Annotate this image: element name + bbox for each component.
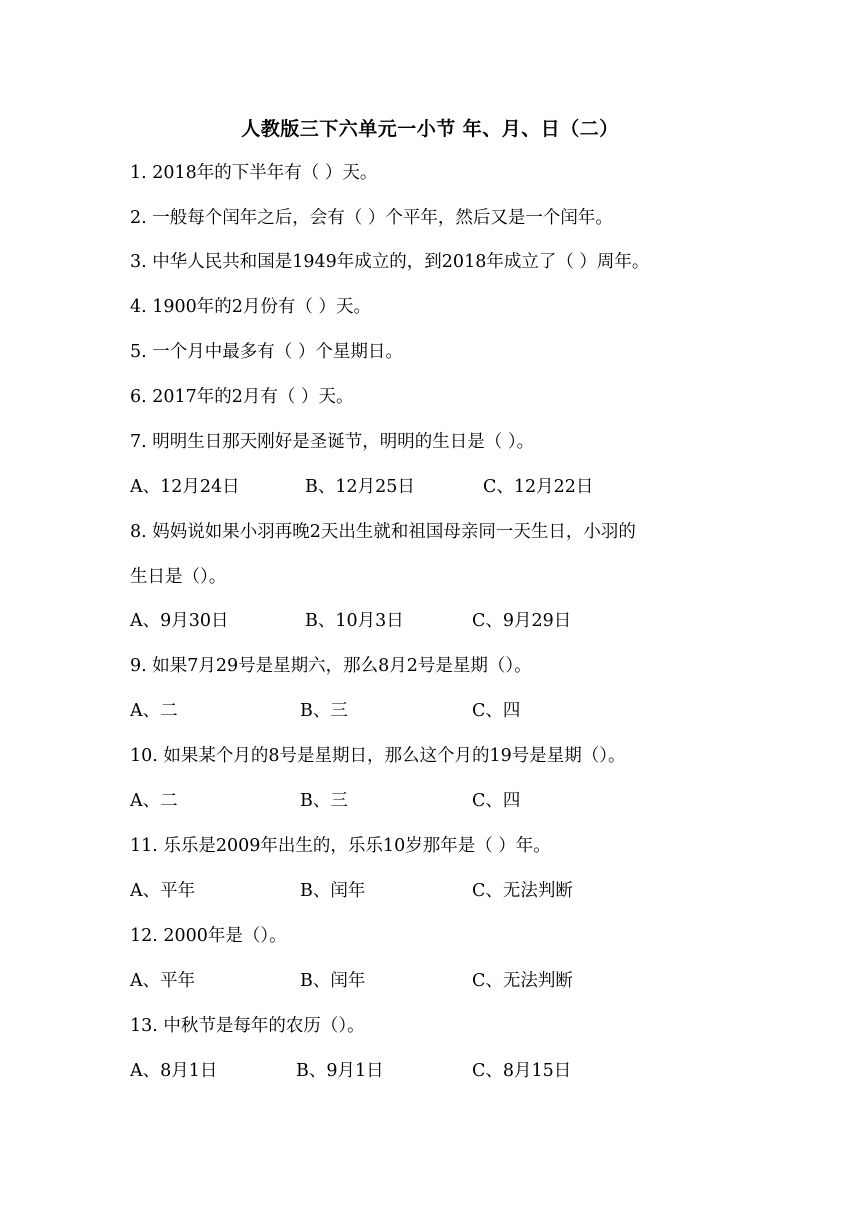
question-9: 9. 如果7月29号是星期六，那么8月2号是星期（）。	[130, 656, 532, 676]
question-11-option-c: C、无法判断	[472, 881, 573, 901]
question-13: 13. 中秋节是每年的农历（）。	[130, 1016, 365, 1036]
question-6: 6. 2017年的2月有（ ）天。	[130, 387, 354, 407]
question-11-option-b: B、闰年	[300, 881, 366, 901]
question-13-option-c: C、8月15日	[472, 1061, 572, 1081]
question-1: 1. 2018年的下半年有（ ）天。	[130, 163, 378, 183]
question-9-option-c: C、四	[472, 701, 521, 721]
question-12-option-b: B、闰年	[300, 971, 366, 991]
question-7-option-c: C、12月22日	[483, 477, 594, 497]
question-8-continued: 生日是（）。	[130, 567, 227, 587]
question-12-option-a: A、平年	[130, 971, 196, 991]
question-10-option-a: A、二	[130, 791, 178, 811]
question-12: 12. 2000年是（）。	[130, 926, 287, 946]
page-title: 人教版三下六单元一小节 年、月、日（二）	[241, 118, 619, 140]
question-2: 2. 一般每个闰年之后，会有（ ）个平年，然后又是一个闰年。	[130, 208, 613, 228]
question-9-option-b: B、三	[300, 701, 348, 721]
question-10: 10. 如果某个月的8号是星期日，那么这个月的19号是星期（）。	[130, 746, 626, 766]
question-9-option-a: A、二	[130, 701, 178, 721]
question-8-option-a: A、9月30日	[130, 611, 229, 631]
question-7-option-b: B、12月25日	[305, 477, 415, 497]
question-8: 8. 妈妈说如果小羽再晚2天出生就和祖国母亲同一天生日，小羽的	[130, 522, 636, 542]
question-13-option-b: B、9月1日	[296, 1061, 384, 1081]
question-3: 3. 中华人民共和国是1949年成立的，到2018年成立了（ ）周年。	[130, 252, 650, 272]
question-5: 5. 一个月中最多有（ ）个星期日。	[130, 342, 403, 362]
question-12-option-c: C、无法判断	[472, 971, 573, 991]
question-10-option-b: B、三	[300, 791, 348, 811]
question-11-option-a: A、平年	[130, 881, 196, 901]
question-10-option-c: C、四	[472, 791, 521, 811]
question-11: 11. 乐乐是2009年出生的，乐乐10岁那年是（ ）年。	[130, 836, 551, 856]
question-13-option-a: A、8月1日	[130, 1061, 218, 1081]
question-8-option-b: B、10月3日	[305, 611, 404, 631]
question-4: 4. 1900年的2月份有（ ）天。	[130, 297, 371, 317]
question-8-option-c: C、9月29日	[472, 611, 572, 631]
question-7-option-a: A、12月24日	[130, 477, 240, 497]
question-7: 7. 明明生日那天刚好是圣诞节，明明的生日是（ ）。	[130, 432, 535, 452]
